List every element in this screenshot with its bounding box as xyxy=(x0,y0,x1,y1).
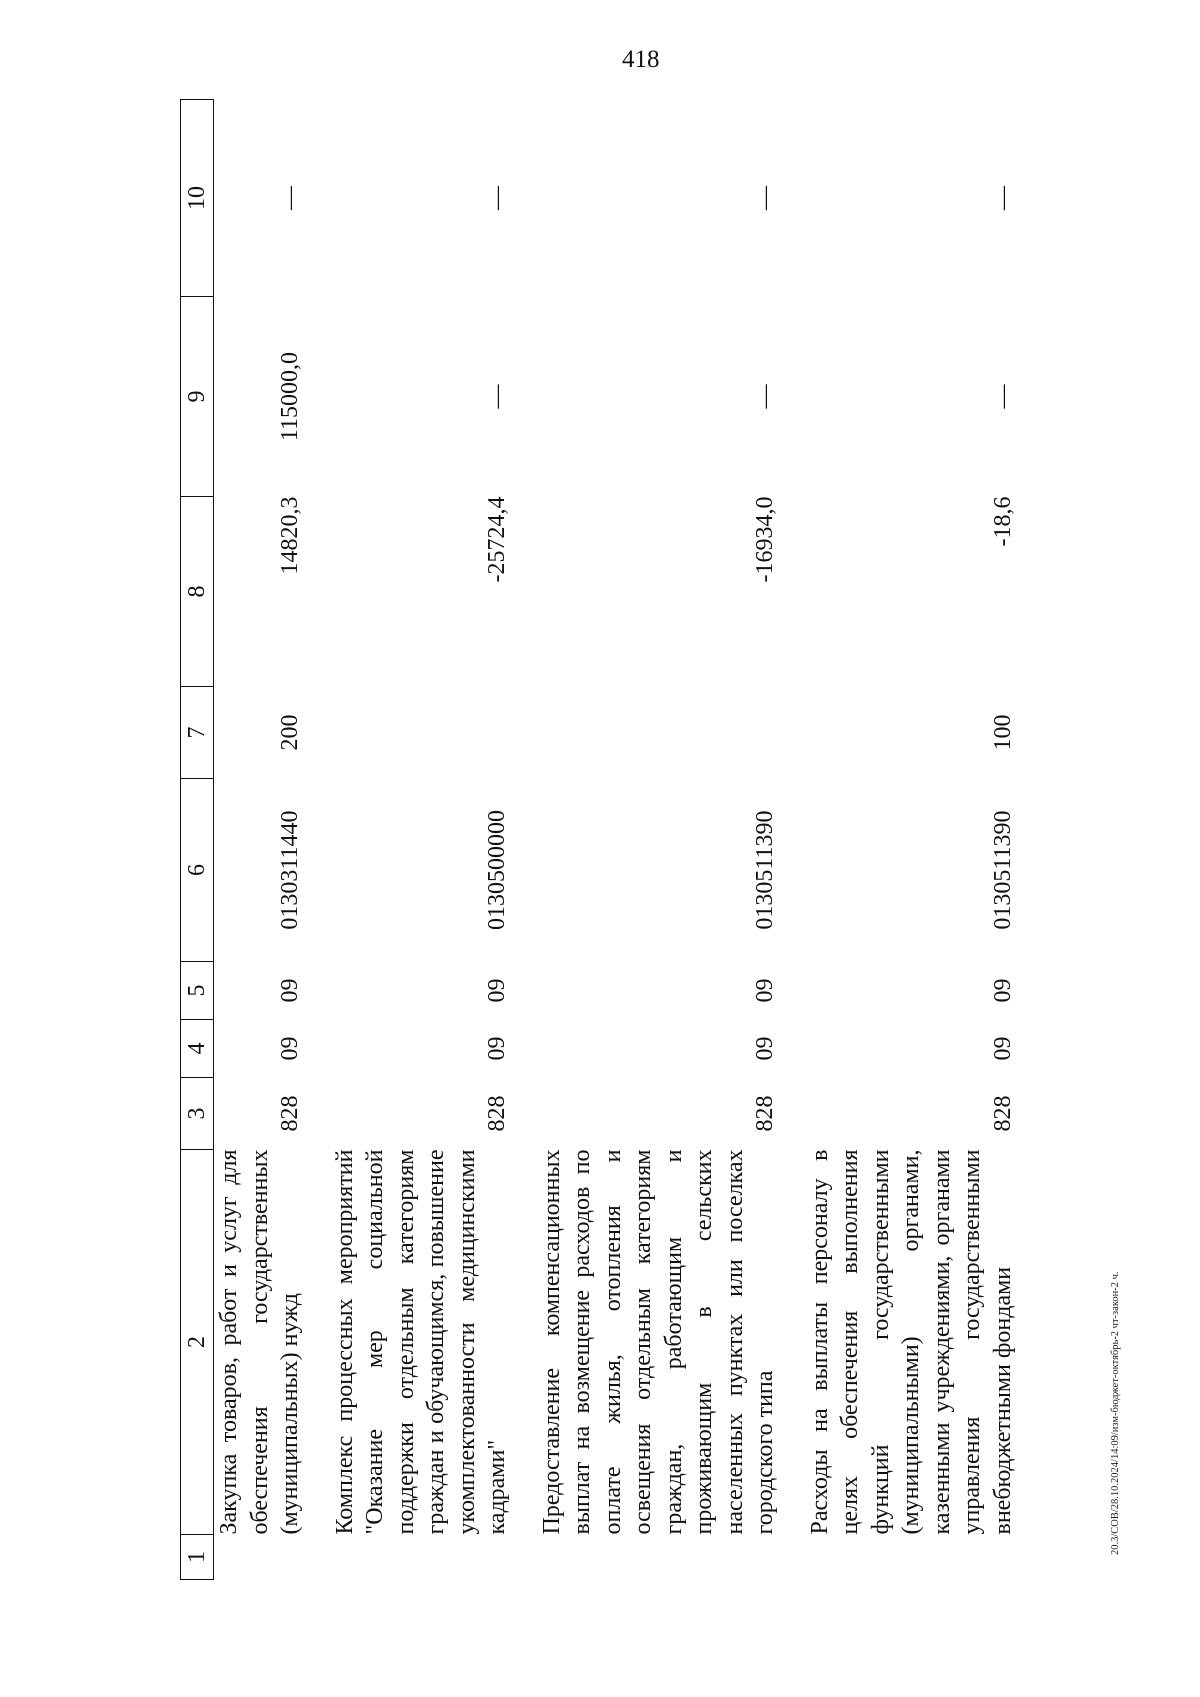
cell-c5: 09 xyxy=(989,978,1016,1003)
cell-c8: 14820,3 xyxy=(277,496,303,575)
cell-c8: -18,6 xyxy=(989,496,1016,547)
cell-c3: 828 xyxy=(989,1095,1016,1132)
header-col-8: 8 xyxy=(181,497,214,687)
header-col-2: 2 xyxy=(181,1150,214,1535)
cell-c6: 0130511390 xyxy=(752,810,778,930)
cell-c4: 09 xyxy=(989,1036,1016,1061)
header-col-7: 7 xyxy=(181,687,214,779)
header-col-9: 9 xyxy=(181,297,214,497)
table-row xyxy=(537,100,781,1580)
cell-c7: 200 xyxy=(277,714,303,751)
cell-c4: 09 xyxy=(752,1036,778,1061)
header-col-4: 4 xyxy=(181,1020,214,1078)
cell-c7 xyxy=(330,687,513,779)
table-row xyxy=(330,100,513,1580)
cell-c8: -16934,0 xyxy=(752,496,778,583)
cell-c6: 0130511390 xyxy=(989,810,1016,930)
header-col-3: 3 xyxy=(181,1078,214,1150)
cell-c3: 828 xyxy=(752,1095,778,1132)
cell-c7 xyxy=(537,687,781,779)
cell-c4: 09 xyxy=(484,1036,510,1061)
row-name: Расходы на выплаты персоналу в целях обеспечения выполнения функций государственными (муниципальными) органами, казенными учреждениями, органами управления государственными внебюджетными фондами xyxy=(806,1149,1016,1535)
footer-code-text: 20.3/СОВ/28.10.2024/14:09/изм-бюджет-октябрь-2 чт-закон-2 ч. xyxy=(1110,1271,1121,1555)
table-header-row xyxy=(181,100,214,1580)
budget-table-rotated xyxy=(180,100,1020,1580)
cell-c5: 09 xyxy=(277,978,303,1003)
cell-c9: — xyxy=(989,384,1016,409)
cell-c4: 09 xyxy=(277,1036,303,1061)
header-col-5: 5 xyxy=(181,962,214,1020)
header-col-1: 1 xyxy=(181,1535,214,1580)
row-name: Комплекс процессных мероприятий "Оказание мер социальной поддержки отдельным категориям граждан и обучающимся, повышение укомплектованности медицинскими кадрами" xyxy=(331,1149,510,1535)
header-col-6: 6 xyxy=(181,779,214,962)
cell-c3: 828 xyxy=(484,1095,510,1132)
cell-c9: — xyxy=(484,384,510,409)
page-number: 418 xyxy=(622,46,660,73)
budget-table xyxy=(180,99,1018,1580)
header-col-10: 10 xyxy=(181,100,214,297)
row-name: Закупка товаров, работ и услуг для обеспечения государственных (муниципальных) нужд xyxy=(216,1149,303,1535)
cell-c10: — xyxy=(484,186,510,210)
cell-c5: 09 xyxy=(484,978,510,1003)
cell-c10: — xyxy=(277,186,303,210)
cell-c8: -25724,4 xyxy=(484,496,510,583)
cell-c10: — xyxy=(752,186,778,210)
table-row xyxy=(214,100,306,1580)
cell-c6: 0130500000 xyxy=(484,810,510,930)
table-row xyxy=(805,100,1019,1580)
cell-c7: 100 xyxy=(989,714,1016,751)
cell-c9: — xyxy=(752,384,778,409)
cell-c6: 0130311440 xyxy=(277,810,303,930)
cell-c5: 09 xyxy=(752,978,778,1003)
cell-c10: — xyxy=(989,186,1016,210)
row-name: Предоставление компенсационных выплат на возмещение расходов по оплате жилья, отопления и освещения отдельным категориям граждан, работающим и проживающим в сельских населенных пунктах или поселках городского типа xyxy=(538,1149,778,1535)
cell-c3: 828 xyxy=(277,1095,303,1132)
cell-c9: 115000,0 xyxy=(277,351,303,442)
